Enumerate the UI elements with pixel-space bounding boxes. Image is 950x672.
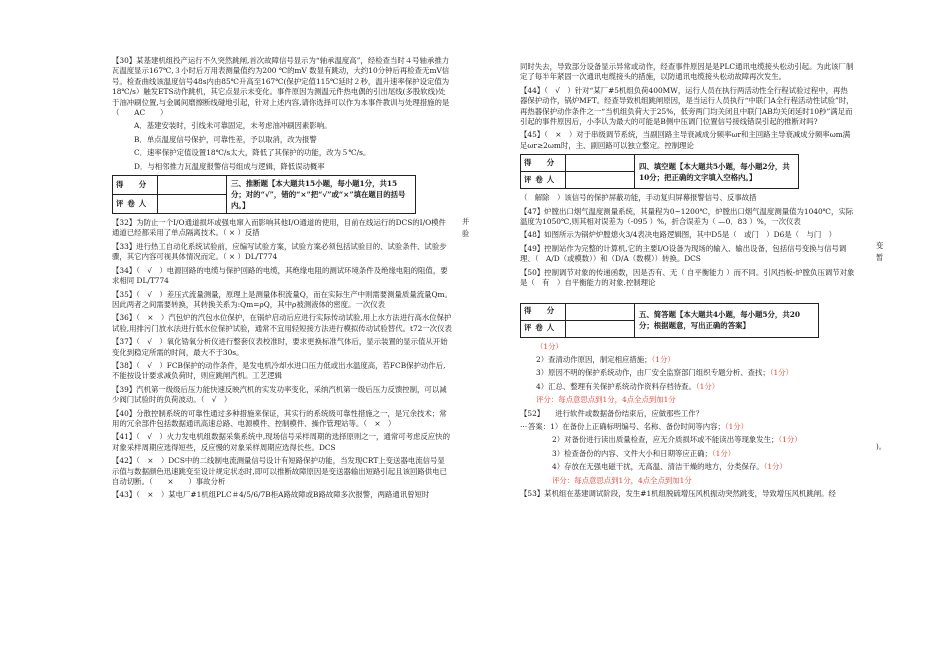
reviewer-blank xyxy=(158,195,227,214)
reviewer-label: 评卷人 xyxy=(521,320,566,337)
score-blank xyxy=(566,155,635,172)
answer-text: 2）查清动作原因，制定相应措施； xyxy=(536,354,652,364)
question-39: 【39】汽机第一级级后压力能快速反映汽机的实发功率变化，采纳汽机第一级后压力反馈控制，可以减少阀门试验时的负荷波动。（ √ ） xyxy=(112,384,447,405)
reviewer-blank xyxy=(566,172,635,189)
answer-score: （1分） xyxy=(651,354,675,364)
score-label: 得 分 xyxy=(113,176,158,195)
answer-text: 3）原因不明的保护系统动作，由厂安全监察部门组织专题分析、查找； xyxy=(536,368,770,378)
question-41: 【41】（ √ ）火力发电机组数据采集系统中,现场信号采样周期的选择原则之一，通常可考虑反应快的对象采样周期应选得短些，反应慢的对象采样周期应选得长些。DCS xyxy=(112,432,450,452)
question-43: 【43】（ × ）某电厂#1机组PLC＃4/5/6/7B柜A路故障或B路故障多次报警，两路通讯曾短时 xyxy=(112,490,430,500)
answer-score: （1分） xyxy=(769,368,794,378)
question-32: 【32】为防止一个I/O通道损坏或强电窜入而影响其他I/O通道的使用，目前在线运行的DCS的I/O模件通道已经都采用了单点隔离技术。（ × ）反措 xyxy=(112,218,446,238)
option-d: D．与相邻推力瓦温度报警信号组成与逻辑，降低误动概率 xyxy=(134,161,325,171)
answer-text: 答案：1）在备份上正确标明编号、名称、备份时间等内容； xyxy=(528,421,725,431)
answer-51-scoring: 评分：每点意思点到1分，4点全点到加1分 xyxy=(536,395,676,405)
score-blank xyxy=(158,176,227,195)
question-47: 【47】炉膛出口烟气温度测量系统，其量程为0~1200℃，炉膛出口烟气温度测量值为1040℃，实际温度为1050℃,则其相对误差为（-095 ）%，折合误差为（ —0．83 ）%，一次仪表 xyxy=(520,206,854,227)
question-53: 【53】某机组在基建调试阶段，发生#1机组脱硫增压风机振动突然跳变，导致增压风机跳闸。经 xyxy=(520,488,836,498)
answer-score: （1分） xyxy=(778,435,802,445)
answer-51-3 xyxy=(536,368,855,378)
answer-text: 4）汇总、整理有关保护系统动作资料存档待查。 xyxy=(536,381,696,391)
question-45: 【45】（ × ）对于串级调节系统，当副回路主导衰减成分频率ωr和主回路主导衰减成分频率ωm满足ωr≥2ωm时，主、副回路可以独立整定。控制理论 xyxy=(520,130,851,150)
question-30-stem: 【30】某基建机组投产运行不久突然跳闸,首次故障信号显示为“轴承温度高”，经检查当时４号轴承推力瓦温度显示167℃,３小时后万用表测量值约为200 ℃的mV 数显有跳动，大约10分钟后再检查无mV信号。检查曲线该温度信号48s内由85℃升高至167℃(保护定值115℃延时２秒，温升速率保护设定值为18℃/s）触发ETS动作跳机，其它点显示未变化。事件原因为测温元件热电偶的引出尾线(多股软线)处于油冲刷位置,与金属间磨擦断线碰地引起，针对上述内容,请你选择可以作为本事件教训与处理措施的是（ AC ） xyxy=(112,56,450,118)
score-label: 得 分 xyxy=(521,303,566,320)
option-a: A．基建安装时，引线未可靠固定，未考虑油冲刷因素影响。 xyxy=(134,121,332,131)
reviewer-blank xyxy=(566,320,635,337)
question-30 xyxy=(112,56,452,172)
score-blank xyxy=(566,303,635,320)
answer-score: （1分） xyxy=(763,462,787,472)
reviewer-label: 评卷人 xyxy=(521,172,566,189)
question-37: 【37】（ √ ）氧化锆氧分析仪进行整套仪表校准时，要求更换标准气体后，显示装置的显示值从开始变化到稳定所需的时间，最大不于30s。 xyxy=(112,337,448,357)
answer-text: 4）存放在无强电磁干扰，无高温、清洁干燥的地方，分类保存。 xyxy=(552,462,764,472)
question-35: 【35】（ √ ）差压式流量测量，原理上是测量体积流量Q，而在实际生产中则需要测量质量流量Qm。因此两者之间需要转换，其转换关系为:Qm=ρQ，其中ρ被测液体的密度。一次仪表 xyxy=(112,289,452,309)
answer-51-1-score: （1分） xyxy=(536,341,563,351)
left-side-note: 并 验 xyxy=(462,217,470,238)
question-34: 【34】（ √ ）电源回路的电缆与保护回路的电缆，其绝缘电阻的测试环境条件及绝缘电阻的阻值，要求相同 DL/T774 xyxy=(112,265,448,286)
section-5-title: 五、简答题【本大题共4小题，每小题5分，共20分；根据题意，写出正确的答案】 xyxy=(635,303,819,337)
right-side-note-top: 变 暂 xyxy=(876,241,884,262)
question-38: 【38】（ √ ）FCB保护的动作条件，是发电机冷却水进口压力低或出水温度高，若FCB保护动作后,不能按设计要求减负荷时，则应跳闸汽机。工艺逻辑 xyxy=(112,360,446,381)
score-label: 得 分 xyxy=(521,155,566,172)
reviewer-label: 评卷人 xyxy=(113,195,158,214)
answer-52-1 xyxy=(528,422,855,432)
question-40: 【40】分散控制系统的可靠性通过多种措施来保证，其实行的系统级可靠性措施之一，是冗余技术；常用的冗余部件包括数据通讯高速总路、电源模件、控制模件、操作管理站等。（ × ） xyxy=(112,408,447,428)
right-column xyxy=(520,62,855,502)
answer-text: 3）检查备份的内容、文件大小和日期等应正确； xyxy=(552,448,712,458)
left-column xyxy=(112,56,452,504)
section-4-title: 四、填空题【本大题共5小题，每小题2分，共10分；把正确的文字填入空格内。】 xyxy=(635,155,799,189)
answers-51 xyxy=(536,342,855,406)
answer-51-2 xyxy=(536,355,855,365)
answer-score: （1分） xyxy=(724,421,749,431)
question-52: 【52】 进行软件或数据备份结束后，应做那些工作？ xyxy=(520,408,704,418)
answer-52-2 xyxy=(552,435,855,445)
answer-52-3 xyxy=(552,449,855,459)
answer-51-4 xyxy=(536,382,855,392)
answer-52-4 xyxy=(552,462,855,472)
right-side-note-mid: )。 xyxy=(876,442,886,451)
section-3-questions xyxy=(112,218,452,501)
question-42: 【42】（ × ）DCS中的二线制电流测量信号设计有短路保护功能，当发现CRT上变送器电流信号显示值与数据颜色迅速跳变至设计规定状态时,即可以推断故障原因是变送器输出短路引起且该回路供电已自动切断。（ × ）事故分析 xyxy=(112,456,447,486)
question-43-continued: 同时失去，导致部分设备显示异常或动作，经查事件原因是是PLC通讯电缆接头松动引起。为此该厂制定了每半年紧固一次通讯电缆接头的措施，以防通讯电缆接头松动故障再次发生。 xyxy=(520,62,854,82)
question-49: 【49】控制站作为完整的计算机,它的主要I/O设备为现场的输入、输出设备，包括信号变换与信号调理、（ A/D（或模数））和（D/A（数模））转换。DCS xyxy=(520,243,847,264)
question-44: 【44】（ √ ）针对“某厂#5机组负荷400MW，运行人员在执行两活动性全行程试验过程中，再热器保护动作，锅炉MFT。经查导致机组跳闸原因，是当运行人员执行“中联门A全行程活动性试验”时，再热器保护动作条件之一“当机组负荷大于25%，低旁两门均关闭且中联门AB均关闭延时10秒”满足而引起的事件原因后，小李认为最大的可能是B侧中压调门位置信号接线错误引起的推断对吗? xyxy=(520,85,854,127)
question-48: 【48】如图所示为锅炉炉膛熄火3/4表决电路逻辑图，其中D5是（ 或门 ）D6是（ 与门 ） xyxy=(520,230,837,240)
question-33: 【33】进行热工自动化系统试验前，应编写试验方案，试验方案必须包括试验目的、试验条件、试验步骤，其它内容可视具体情况而定。（ × ）DL/T774 xyxy=(112,241,447,262)
section-5-score-box xyxy=(520,303,819,338)
answer-text: 2）对备份进行读出质量检查，应无介质损坏或不能读出等现象发生； xyxy=(552,435,779,445)
section-3-score-box xyxy=(112,175,416,214)
question-50: 【50】控制调节对象的传递函数，因是否有、无（ 自平衡能力 ）而不同。引风挡板-炉膛负压调节对象是（ 有 ）自平衡能力的对象.控制理论 xyxy=(520,267,855,288)
section-3-title: 三、推断题【本大题共15小题，每小题1分，共15分；对的“√”，错的“×”把“√”或“×”填在题目的括号内。】 xyxy=(227,176,416,214)
option-c: C．速率保护定值设置18℃/s太大，降低了其保护的功能，改为５℃/s。 xyxy=(134,148,371,158)
answer-score: （1分） xyxy=(695,381,720,391)
answer-score: （1分） xyxy=(711,448,736,458)
right-mid-fragment: … xyxy=(520,420,528,429)
section-4-score-box xyxy=(520,154,799,189)
question-36: 【36】（ × ）汽包炉的汽包水位保护，在锅炉启动后应进行实际传动试验,用上水方法进行高水位保护试验,用排污门放水法进行低水位保护试验，通常不宜用轻短接方法进行模拟传动试验替代。t72一次仪表 xyxy=(112,313,452,333)
answer-52-scoring: 评分：每点意思点到1分，4点全点到加1分 xyxy=(552,475,692,485)
question-46-fragment: （ 解除 ）该信号的保护屏蔽功能，手动复归屏幕报警信号、反事故措 xyxy=(520,193,757,203)
option-b: B．单点温度信号保护，可靠性差，予以取消，改为报警 xyxy=(134,134,317,144)
answers-52 xyxy=(520,422,855,486)
